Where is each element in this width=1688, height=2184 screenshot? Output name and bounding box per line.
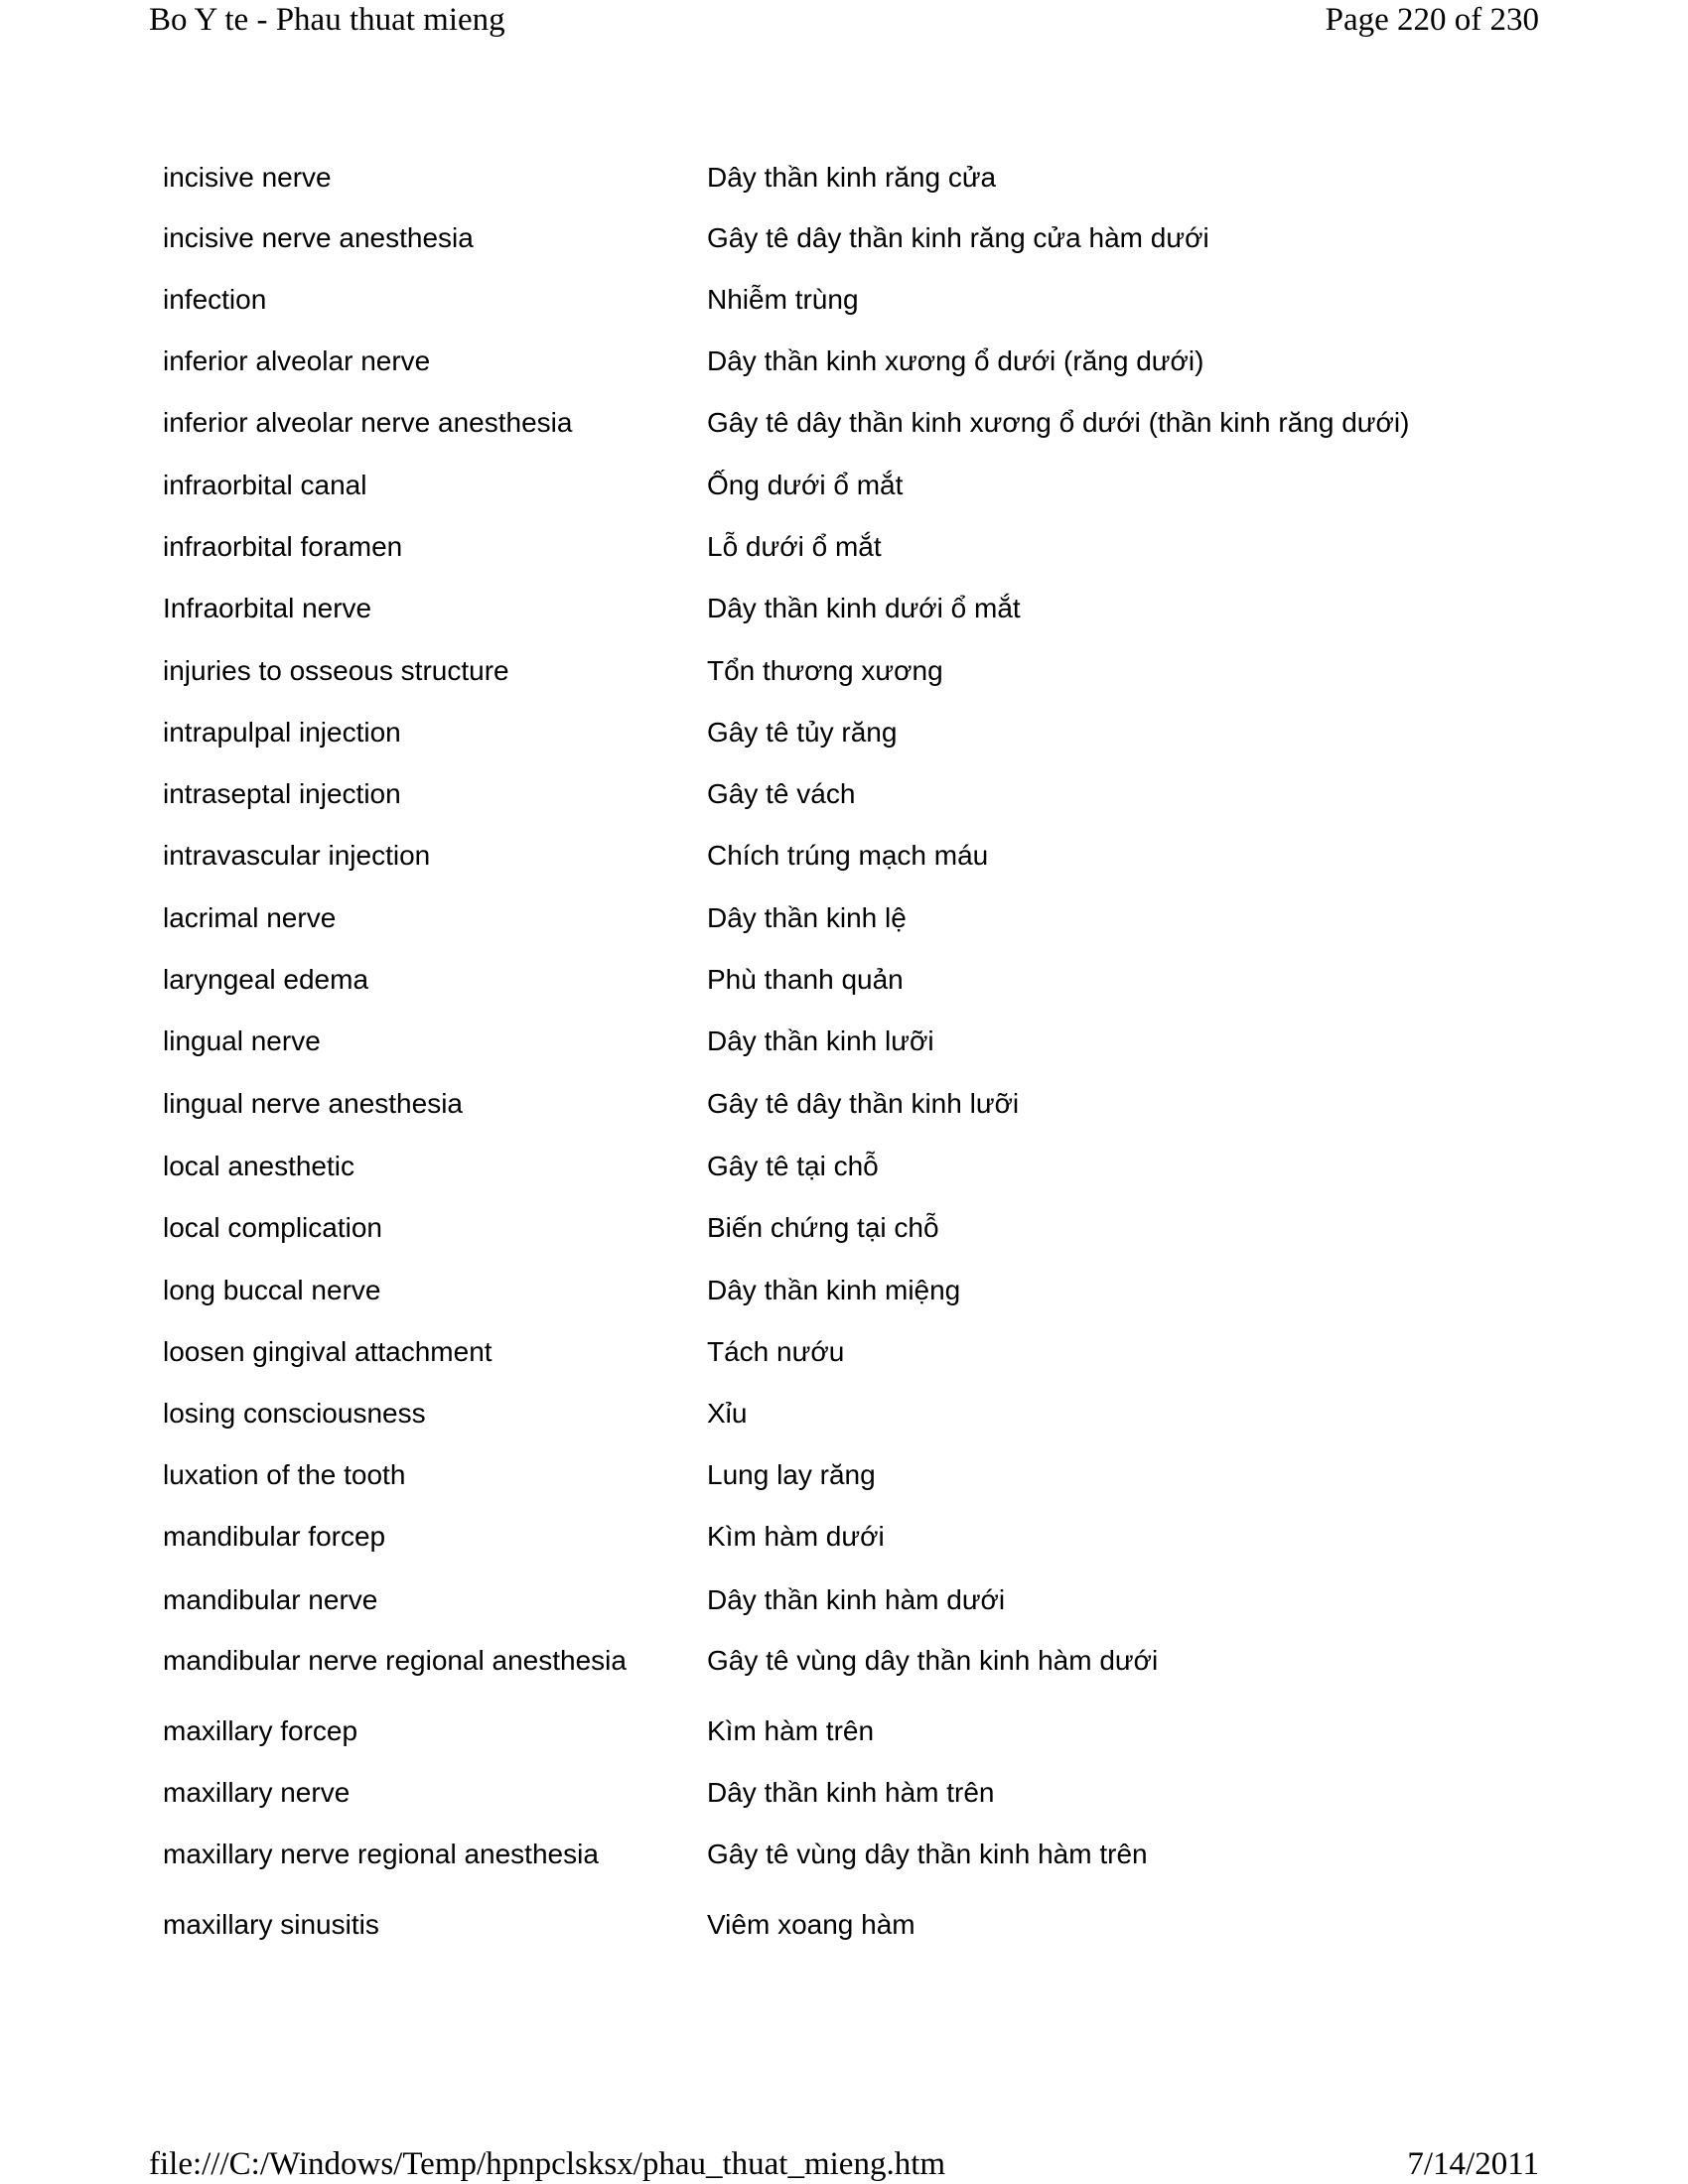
vietnamese-definition: Gây tê vùng dây thần kinh hàm trên	[707, 1839, 1148, 1869]
glossary-row	[0, 280, 1688, 320]
vietnamese-definition: Lỗ dưới ổ mắt	[707, 531, 882, 562]
glossary-row	[0, 403, 1688, 443]
vietnamese-definition: Xỉu	[707, 1398, 748, 1429]
vietnamese-definition: Tổn thương xương	[707, 655, 943, 686]
english-term: intraseptal injection	[163, 778, 401, 809]
english-term: inferior alveolar nerve anesthesia	[163, 407, 573, 438]
vietnamese-definition: Kìm hàm dưới	[707, 1521, 885, 1552]
vietnamese-definition: Dây thần kinh lưỡi	[707, 1025, 934, 1056]
vietnamese-definition: Dây thần kinh dưới ổ mắt	[707, 593, 1021, 623]
vietnamese-definition: Nhiễm trùng	[707, 284, 859, 315]
vietnamese-definition: Gây tê tủy răng	[707, 717, 898, 748]
english-term: local complication	[163, 1212, 382, 1243]
glossary-row	[0, 774, 1688, 814]
print-date: 7/14/2011	[1407, 2146, 1539, 2182]
english-term: inferior alveolar nerve	[163, 345, 431, 376]
english-term: luxation of the tooth	[163, 1459, 406, 1490]
vietnamese-definition: Phù thanh quản	[707, 964, 904, 995]
english-term: losing consciousness	[163, 1398, 426, 1429]
vietnamese-definition: Dây thần kinh hàm trên	[707, 1777, 995, 1808]
glossary-row	[0, 589, 1688, 628]
english-term: long buccal nerve	[163, 1275, 381, 1305]
english-term: incisive nerve anesthesia	[163, 222, 474, 253]
vietnamese-definition: Dây thần kinh lệ	[707, 902, 907, 933]
glossary-row	[0, 1580, 1688, 1620]
english-term: intrapulpal injection	[163, 717, 401, 748]
glossary-row	[0, 218, 1688, 258]
glossary-row	[0, 1147, 1688, 1186]
vietnamese-definition: Chích trúng mạch máu	[707, 840, 989, 871]
glossary-row	[0, 1394, 1688, 1433]
glossary-row	[0, 1271, 1688, 1310]
vietnamese-definition: Dây thần kinh miệng	[707, 1275, 961, 1305]
glossary-row	[0, 898, 1688, 938]
english-term: intravascular injection	[163, 840, 431, 871]
glossary-row	[0, 836, 1688, 876]
glossary-row	[0, 713, 1688, 752]
glossary-row	[0, 1711, 1688, 1751]
glossary-row	[0, 960, 1688, 1000]
vietnamese-definition: Gây tê vùng dây thần kinh hàm dưới	[707, 1645, 1159, 1676]
vietnamese-definition: Dây thần kinh răng cửa	[707, 162, 997, 193]
vietnamese-definition: Lung lay răng	[707, 1459, 876, 1490]
glossary-row	[0, 1208, 1688, 1248]
english-term: mandibular forcep	[163, 1521, 386, 1552]
english-term: incisive nerve	[163, 162, 332, 193]
english-term: injuries to osseous structure	[163, 655, 509, 686]
english-term: mandibular nerve regional anesthesia	[163, 1645, 627, 1676]
glossary-row	[0, 651, 1688, 691]
glossary-row	[0, 1905, 1688, 1945]
english-term: lingual nerve	[163, 1025, 321, 1056]
english-term: laryngeal edema	[163, 964, 369, 995]
glossary-row	[0, 1084, 1688, 1124]
vietnamese-definition: Dây thần kinh xương ổ dưới (răng dưới)	[707, 345, 1204, 376]
english-term: lacrimal nerve	[163, 902, 337, 933]
vietnamese-definition: Biến chứng tại chỗ	[707, 1212, 939, 1243]
english-term: Infraorbital nerve	[163, 593, 372, 623]
glossary-row	[0, 466, 1688, 505]
document-title: Bo Y te - Phau thuat mieng	[149, 2, 505, 38]
english-term: mandibular nerve	[163, 1584, 378, 1615]
glossary-row	[0, 1835, 1688, 1874]
glossary-row	[0, 1022, 1688, 1061]
english-term: maxillary nerve regional anesthesia	[163, 1839, 599, 1869]
vietnamese-definition: Gây tê vách	[707, 778, 856, 809]
vietnamese-definition: Gây tê dây thần kinh lưỡi	[707, 1088, 1020, 1119]
english-term: maxillary forcep	[163, 1715, 358, 1746]
english-term: maxillary sinusitis	[163, 1909, 379, 1940]
glossary-row	[0, 158, 1688, 198]
glossary-row	[0, 341, 1688, 381]
glossary-row	[0, 527, 1688, 567]
english-term: maxillary nerve	[163, 1777, 351, 1808]
glossary-row	[0, 1773, 1688, 1813]
vietnamese-definition: Gây tê tại chỗ	[707, 1151, 879, 1181]
glossary-row	[0, 1517, 1688, 1557]
vietnamese-definition: Ống dưới ổ mắt	[707, 470, 904, 500]
english-term: loosen gingival attachment	[163, 1336, 492, 1367]
vietnamese-definition: Dây thần kinh hàm dưới	[707, 1584, 1006, 1615]
vietnamese-definition: Tách nướu	[707, 1336, 845, 1367]
vietnamese-definition: Gây tê dây thần kinh răng cửa hàm dưới	[707, 222, 1209, 253]
english-term: lingual nerve anesthesia	[163, 1088, 463, 1119]
english-term: infraorbital canal	[163, 470, 367, 500]
english-term: local anesthetic	[163, 1151, 355, 1181]
vietnamese-definition: Gây tê dây thần kinh xương ổ dưới (thần kinh răng dưới)	[707, 407, 1410, 438]
vietnamese-definition: Viêm xoang hàm	[707, 1909, 915, 1940]
glossary-row	[0, 1641, 1688, 1681]
english-term: infraorbital foramen	[163, 531, 403, 562]
english-term: infection	[163, 284, 267, 315]
file-path: file:///C:/Windows/Temp/hpnpclsksx/phau_thuat_mieng.htm	[149, 2146, 946, 2182]
glossary-row	[0, 1332, 1688, 1372]
glossary-row	[0, 1455, 1688, 1495]
page-indicator: Page 220 of 230	[1325, 2, 1539, 38]
vietnamese-definition: Kìm hàm trên	[707, 1715, 875, 1746]
